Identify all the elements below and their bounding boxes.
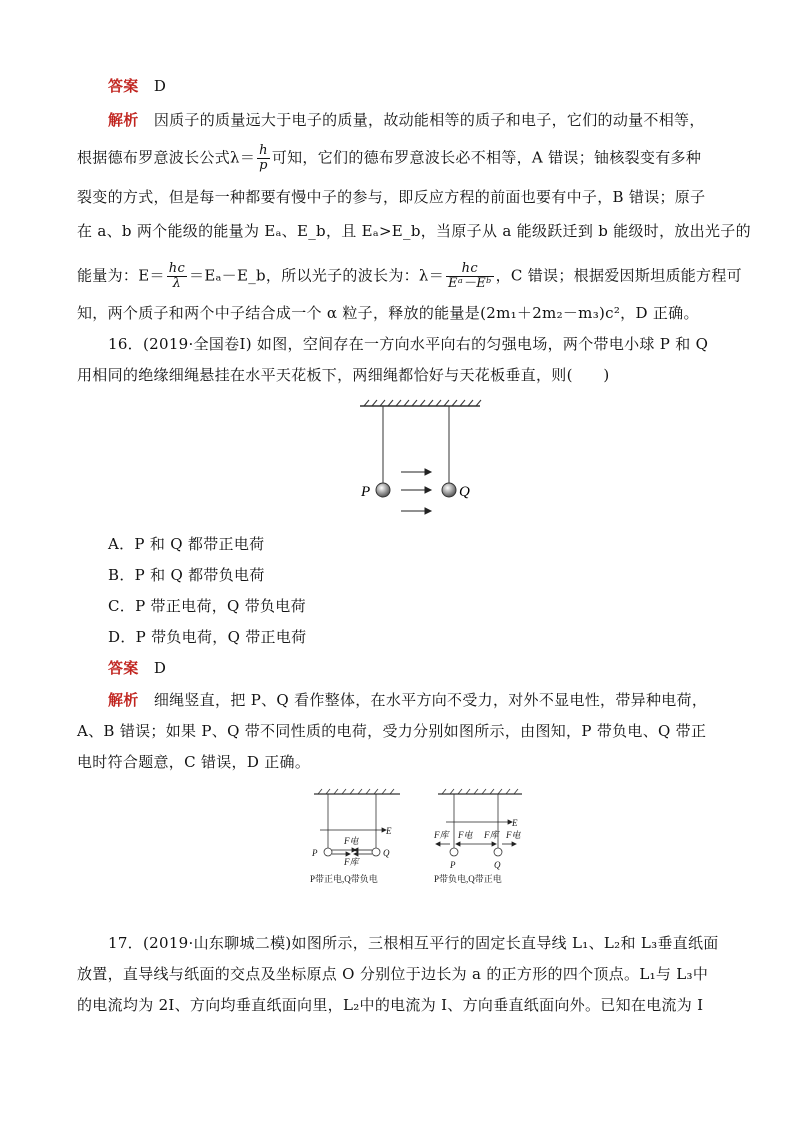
label-F-right-4: F电 [506, 830, 521, 840]
option-b [108, 565, 758, 585]
fraction-hc-over-dE [446, 262, 494, 291]
question-16-line [77, 365, 727, 385]
analysis-text: A、B 错误；如果 P、Q 带不同性质的电荷，受力分别如图所示，由图知，P 带负电、Q 带正 [77, 722, 707, 740]
analysis-text: ，C 错误；根据爱因斯坦质能方程可 [495, 266, 742, 285]
fraction-numerator: hc [446, 262, 494, 277]
answer-line-1 [108, 76, 758, 96]
analysis-text: 能量为：E＝ [77, 266, 165, 285]
fraction-hc-over-lambda [167, 262, 187, 291]
analysis-line [77, 187, 727, 207]
fraction-numerator: h [259, 143, 268, 158]
question-16-line [108, 334, 758, 354]
label-F-left-2: F库 [344, 857, 359, 867]
analysis-text: 可知，它们的德布罗意波长必不相等，A 错误；铀核裂变有多种 [271, 148, 702, 167]
question-text: 16．(2019·全国卷Ⅰ) 如图，空间存在一方向水平向右的匀强电场，两个带电小球 P 和 Q [108, 335, 709, 353]
field-arrows [401, 469, 431, 514]
analysis-line [77, 221, 751, 241]
question-17-line [108, 933, 758, 953]
analysis-text: 根据德布罗意波长公式 [77, 148, 231, 167]
analysis-text: 知，两个质子和两个中子结合成一个 α 粒子，释放的能量是(2m₁＋2m₂－m₃)c²，D 正确。 [77, 304, 699, 322]
caption-right: P带负电,Q带正电 [434, 874, 502, 884]
analysis-text: 在 a、b 两个能级的能量为 Eₐ、E_b，且 Eₐ>E_b，当原子从 a 能级跃迁到 b 能级时，放出光子的 [77, 222, 751, 240]
label-P-left: P [312, 848, 318, 858]
question-text: 用相同的绝缘细绳悬挂在水平天花板下，两细绳都恰好与天花板垂直，则( ) [77, 366, 610, 384]
answer-value: D [153, 659, 167, 677]
analysis-line [77, 144, 727, 173]
fraction-denominator: p [259, 158, 268, 173]
option-d [108, 627, 758, 647]
option-a [108, 534, 758, 554]
analysis-text: 细绳竖直，把 P、Q 看作整体，在水平方向不受力，对外不显电性，带异种电荷， [153, 691, 708, 709]
analysis-line [108, 690, 758, 710]
label-E-right: E [512, 818, 518, 828]
label-Q-left: Q [383, 848, 390, 858]
label-E-left: E [386, 826, 392, 836]
answer-label: 答案 [108, 659, 139, 677]
option-text: C．P 带正电荷，Q 带负电荷 [108, 597, 306, 615]
question-17-line [77, 995, 727, 1015]
question-text: 17．(2019·山东聊城二模)如图所示，三根相互平行的固定长直导线 L₁、L₂和 L₃垂直纸面 [108, 934, 719, 952]
figure-force-diagrams [300, 786, 530, 891]
option-text: A．P 和 Q 都带正电荷 [108, 535, 265, 553]
analysis-text: 因质子的质量远大于电子的质量，故动能相等的质子和电子，它们的动量不相等， [153, 111, 705, 129]
label-P-right: P [450, 860, 456, 870]
ball-Q [442, 483, 456, 497]
question-text: 的电流均为 2I、方向均垂直纸面向里，L₂中的电流为 I、方向垂直纸面向外。已知在电流为 I [77, 996, 704, 1014]
option-text: D．P 带负电荷，Q 带正电荷 [108, 628, 307, 646]
label-Q-right: Q [494, 860, 501, 870]
label-F-right-2: F电 [458, 830, 473, 840]
question-text: 放置，直导线与纸面的交点及坐标原点 O 分别位于边长为 a 的正方形的四个顶点。L₁与 L₃中 [77, 965, 709, 983]
fraction-denominator: Eᵃ－Eᵇ [448, 276, 492, 291]
analysis-label: 解析 [108, 691, 139, 709]
fraction-denominator: λ [172, 276, 182, 291]
question-17-line [77, 964, 727, 984]
analysis-text: 电时符合题意，C 错误，D 正确。 [77, 753, 311, 771]
analysis-text: ＝Eₐ－E_b，所以光子的波长为：λ＝ [189, 266, 445, 285]
analysis-line [108, 110, 758, 130]
fraction-h-over-p [257, 144, 270, 173]
label-Q: Q [459, 484, 470, 500]
analysis-text: 裂变的方式，但是每一种都要有慢中子的参与，即反应方程的前面也要有中子，B 错误；原子 [77, 188, 706, 206]
ball-P [376, 483, 390, 497]
label-F-right-3: F库 [484, 830, 499, 840]
label-F-right-1: F库 [434, 830, 449, 840]
figure-charged-balls [355, 398, 485, 523]
answer-value: D [153, 77, 167, 95]
label-F-left-1: F电 [344, 836, 359, 846]
fraction-numerator: hc [168, 261, 186, 276]
analysis-line [77, 303, 727, 323]
caption-left: P带正电,Q带负电 [310, 874, 378, 884]
formula-lambda: λ＝ [230, 148, 256, 167]
analysis-line [77, 261, 742, 291]
label-P: P [361, 484, 371, 500]
analysis-line [77, 721, 727, 741]
answer-label: 答案 [108, 77, 139, 95]
analysis-label: 解析 [108, 111, 139, 129]
option-c [108, 596, 758, 616]
option-text: B．P 和 Q 都带负电荷 [108, 566, 265, 584]
analysis-line [77, 752, 727, 772]
answer-line-2 [108, 658, 758, 678]
